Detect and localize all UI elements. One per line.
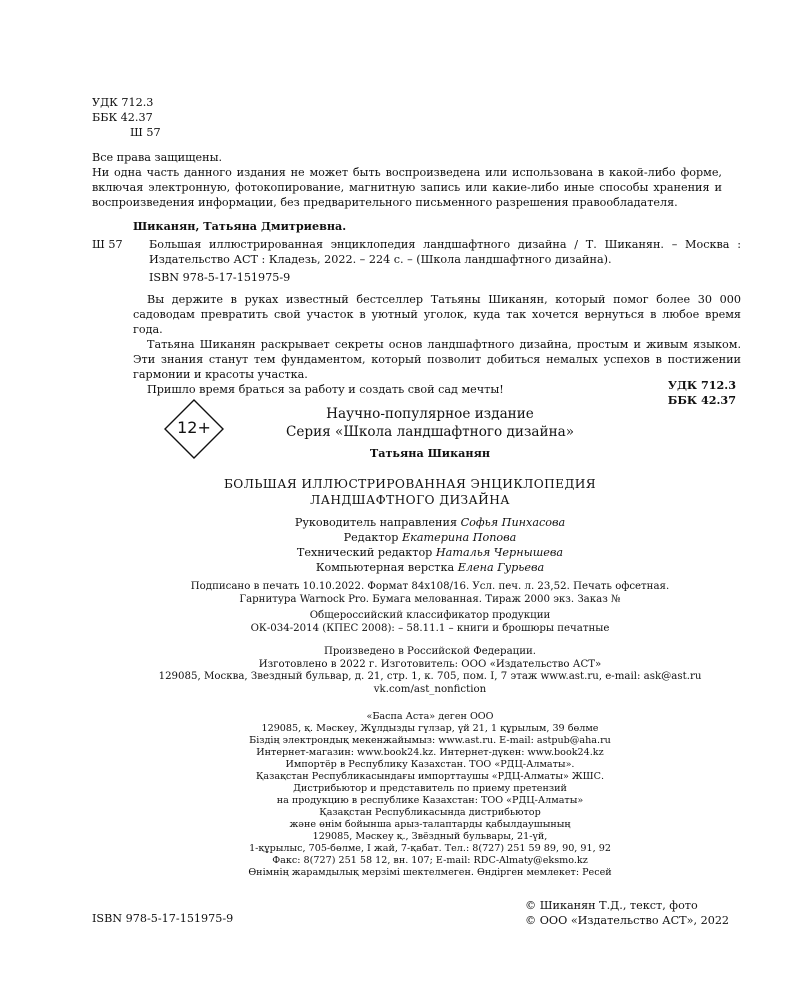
catalog-author: Шиканян, Татьяна Дмитриевна. (133, 219, 347, 233)
catalog-line-2: Издательство АСТ : Кладезь, 2022. – 224 с. – (Школа ландшафтного дизайна). (149, 253, 612, 266)
annotation-para-2: Татьяна Шиканян раскрывает секреты основ ландшафтного дизайна, простым и живым языком. Эти знания станут тем фундаментом, который позволит добиться немалых успехов в постижении гармонии и красоты участка. (133, 338, 741, 381)
print-line-2: Гарнитура Warnock Pro. Бумага мелованная. Тираж 2000 экз. Заказ № (239, 593, 621, 605)
book-title-line-1: БОЛЬШАЯ ИЛЛЮСТРИРОВАННАЯ ЭНЦИКЛОПЕДИЯ (223, 477, 597, 491)
kz-line: Өнімнің жарамдылық мерзімі шектелмеген. Өндірген мемлекет: Ресей (248, 867, 612, 878)
production-info (130, 646, 730, 696)
kz-line: «Баспа Аста» деген ООО (366, 711, 494, 722)
production-line: 129085, Москва, Звездный бульвар, д. 21, стр. 1, к. 705, пом. I, 7 этаж www.ast.ru, e-mail: ask@ast.ru (158, 671, 702, 683)
credit-role: Руководитель направления (294, 516, 458, 529)
right-codes (600, 378, 736, 408)
edition-author: Татьяна Шиканян (369, 446, 491, 460)
udk-bbk-block (92, 95, 161, 140)
book-title-line-2: ЛАНДШАФТНОГО ДИЗАЙНА (310, 493, 510, 507)
credit-role: Редактор (343, 531, 399, 544)
classifier-line-1: Общероссийский классификатор продукции (309, 610, 551, 621)
footer-isbn: ISBN 978-5-17-151975-9 (92, 912, 234, 925)
rights-text: Ни одна часть данного издания не может быть воспроизведена или использована в какой-либо форме, включая электронную, фотокопирование, магнитную запись или какие-либо иные способы хранения и воспроизведения информации, без предварительного письменного разрешения правообладателя. (92, 166, 722, 209)
bbk-code: ББК 42.37 (92, 111, 153, 124)
classifier (150, 610, 710, 635)
credit-role: Компьютерная верстка (315, 561, 455, 574)
author-mark: Ш 57 (130, 126, 161, 139)
kz-line: Факс: 8(727) 251 58 12, вн. 107; E-mail: RDC-Almaty@eksmo.kz (272, 855, 588, 866)
credit-name: Наталья Чернышева (435, 546, 564, 559)
annotation-para-3: Пришло время браться за работу и создать свой сад мечты! (147, 383, 504, 396)
catalog-description (149, 237, 741, 285)
credit-role: Технический редактор (296, 546, 433, 559)
catalog-line-1: Большая иллюстрированная энциклопедия ландшафтного дизайна / Т. Шиканян. – Москва : (149, 238, 741, 251)
book-title (160, 476, 660, 508)
kz-line: 1-құрылыс, 705-бөлме, I жай, 7-қабат. Тел.: 8(727) 251 59 89, 90, 91, 92 (249, 843, 611, 854)
kz-line: на продукцию в республике Казахстан: ТОО «РДЦ-Алматы» (276, 795, 584, 806)
rights-title: Все права защищены. (92, 151, 223, 164)
edition-type-series (230, 405, 630, 441)
credit-name: Софья Пинхасова (460, 516, 566, 529)
edition-series: Серия «Школа ландшафтного дизайна» (285, 424, 575, 440)
udk-code: УДК 712.3 (92, 96, 154, 109)
annotation-para-1: Вы держите в руках известный бестселлер Татьяны Шиканян, который помог более 30 000 садоводам превратить свой участок в уютный уголок, куда так хочется вернуться в любое время года. (133, 293, 741, 336)
production-line: vk.com/ast_nonfiction (373, 683, 487, 695)
copyright-author: © Шиканян Т.Д., текст, фото (525, 899, 698, 912)
kz-line: Қазақстан Республикасында дистрибьютор (319, 807, 541, 818)
credit-line (230, 515, 630, 530)
kz-line: Интернет-магазин: www.book24.kz. Интернет-дүкен: www.book24.kz (256, 747, 604, 758)
distributor-info (170, 711, 690, 879)
right-udk: УДК 712.3 (667, 378, 736, 392)
age-rating-badge (164, 399, 224, 459)
kz-line: Біздің электрондық мекенжайымыз: www.ast.ru. E-mail: astpub@aha.ru (249, 735, 611, 746)
production-line: Изготовлено в 2022 г. Изготовитель: ООО «Издательство АСТ» (258, 658, 602, 670)
print-line-1: Подписано в печать 10.10.2022. Формат 84х108/16. Усл. печ. л. 23,52. Печать офсетная. (190, 581, 670, 592)
credit-line (230, 560, 630, 575)
copyright (525, 898, 729, 928)
kz-line: Дистрибьютор и представитель по приему претензий (293, 783, 567, 794)
kz-line: 129085, Мәскеу қ., Звёздный бульвары, 21-үй, (312, 831, 548, 842)
catalog-mark: Ш 57 (92, 238, 123, 251)
kz-line: Қазақстан Республикасындағы импорттаушы «РДЦ-Алматы» ЖШС. (255, 771, 605, 782)
credit-name: Елена Гурьева (457, 561, 545, 574)
production-line: Произведено в Российской Федерации. (323, 646, 537, 657)
credit-line (230, 545, 630, 560)
kz-line: 129085, қ. Мәскеу, Жұлдызды гүлзар, үй 21, 1 құрылым, 39 бөлме (261, 723, 599, 734)
right-bbk: ББК 42.37 (667, 393, 736, 407)
edition-type: Научно-популярное издание (326, 406, 534, 422)
kz-line: және өнім бойынша арыз-талаптарды қабылдаушының (289, 819, 571, 830)
credit-name: Екатерина Попова (402, 531, 517, 544)
credits (230, 515, 630, 575)
rights-notice (92, 150, 722, 210)
kz-line: Импортёр в Республику Казахстан. ТОО «РДЦ-Алматы». (285, 759, 575, 770)
classifier-line-2: ОК-034-2014 (КПЕС 2008): – 58.11.1 – книги и брошюры печатные (250, 622, 610, 634)
print-info (150, 581, 710, 606)
catalog-isbn: ISBN 978-5-17-151975-9 (149, 271, 291, 284)
copyright-publisher: © ООО «Издательство АСТ», 2022 (525, 914, 730, 927)
credit-line (230, 530, 630, 545)
age-rating: 12+ (177, 418, 211, 437)
